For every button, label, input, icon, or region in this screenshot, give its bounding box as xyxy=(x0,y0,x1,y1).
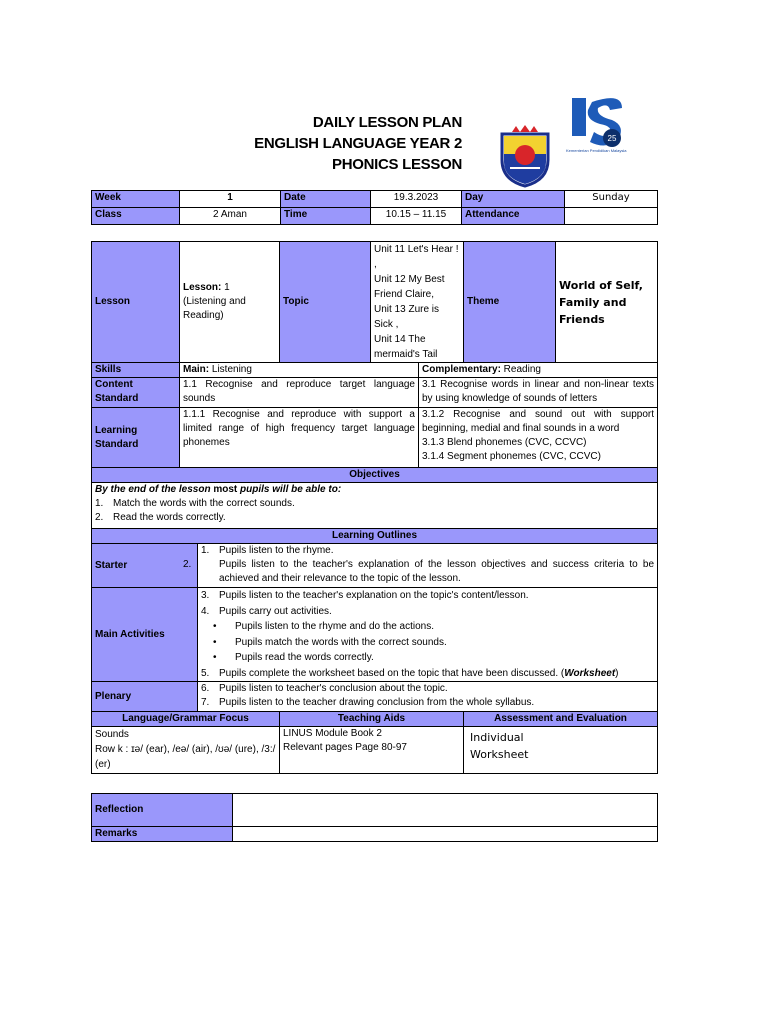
learning-standard-label: Learning Standard xyxy=(92,408,180,468)
learning-standard-item: 3.1.4 Segment phonemes (CVC, CCVC) xyxy=(422,451,601,462)
objective-item: 2. Read the words correctly. xyxy=(95,512,226,523)
remarks-label: Remarks xyxy=(92,827,233,842)
teaching-aids-header: Teaching Aids xyxy=(280,712,464,727)
skills-main xyxy=(180,363,419,378)
learning-standard-main: 1.1.1 Recognise and reproduce with support a limited range of high frequency target language phonemes xyxy=(180,408,419,468)
objectives-intro-b: most xyxy=(210,484,241,495)
topic-line: Unit 13 Zure is Sick , xyxy=(374,304,440,330)
attendance-label: Attendance xyxy=(462,208,565,225)
learning-standard-item: 3.1.2 Recognise and sound out with support beginning, medial and final sounds in a word xyxy=(422,409,655,434)
attendance-value xyxy=(565,208,658,225)
skills-comp-value: Reading xyxy=(500,364,541,375)
plenary-item: 6. Pupils listen to teacher's conclusion about the topic. xyxy=(201,683,448,694)
language-focus-header: Language/Grammar Focus xyxy=(92,712,280,727)
plenary-label: Plenary xyxy=(92,682,198,712)
starter-item: 2. Pupils listen to the teacher's explanation of the lesson objectives and success criteria to be achieved and their relevance to the topic of the lesson. xyxy=(183,559,655,584)
remarks-value[interactable] xyxy=(233,827,658,842)
assessment-body xyxy=(464,727,658,774)
plenary-body xyxy=(198,682,658,712)
objectives-body xyxy=(92,483,658,529)
topic-label: Topic xyxy=(280,242,371,363)
objectives-header: Objectives xyxy=(92,468,658,483)
language-focus-body xyxy=(92,727,280,774)
plenary-item: 7. Pupils listen to the teacher drawing conclusion from the whole syllabus. xyxy=(201,697,535,708)
content-standard-label: Content Standard xyxy=(92,378,180,408)
language-focus-line: Row k : ɪə/ (ear), /eə/ (air), /ʊə/ (ure), /3:/ (er) xyxy=(95,744,276,770)
objectives-intro-a: By the end of the lesson xyxy=(95,484,211,495)
school-crest-icon xyxy=(494,124,556,188)
lesson-value xyxy=(180,242,280,363)
starter-item: 1. Pupils listen to the rhyme. xyxy=(201,545,334,556)
learning-standard-comp xyxy=(419,408,658,468)
week-value: 1 xyxy=(180,191,281,208)
lesson-label: Lesson xyxy=(92,242,180,363)
title-line-1: DAILY LESSON PLAN xyxy=(312,114,462,131)
learning-outlines-header: Learning Outlines xyxy=(92,529,658,544)
main-activities-label: Main Activities xyxy=(92,588,198,682)
skills-main-value: Listening xyxy=(209,364,252,375)
main-activity-item: 5. Pupils complete the worksheet based on the topic that have been discussed. (Worksheet) xyxy=(201,667,619,679)
skills-label: Skills xyxy=(92,363,180,378)
content-standard-comp: 3.1 Recognise words in linear and non-linear texts by using knowledge of sounds of letters xyxy=(419,378,658,408)
ministry-logo-icon xyxy=(566,92,628,150)
main-activities-body xyxy=(198,588,658,682)
activity-bullet: • Pupils match the words with the correct sounds. xyxy=(201,635,654,651)
topic-line: Unit 14 The mermaid's Tail xyxy=(374,334,438,360)
starter-label: Starter xyxy=(92,544,198,588)
reflection-table xyxy=(91,793,658,842)
reflection-value[interactable] xyxy=(233,794,658,827)
header-table xyxy=(91,190,658,225)
activity-bullet: • Pupils listen to the rhyme and do the actions. xyxy=(201,619,654,635)
class-value: 2 Aman xyxy=(180,208,281,225)
skills-comp xyxy=(419,363,658,378)
time-value: 10.15 – 11.15 xyxy=(371,208,462,225)
objectives-intro-c: pupils will be able to: xyxy=(240,484,342,495)
title-line-2: ENGLISH LANGUAGE YEAR 2 xyxy=(254,135,462,152)
svg-text:25: 25 xyxy=(607,134,617,143)
lesson-prefix: Lesson: xyxy=(183,282,222,293)
lesson-number: 1 xyxy=(221,282,230,293)
content-standard-main: 1.1 Recognise and reproduce target language sounds xyxy=(180,378,419,408)
lesson-table xyxy=(91,241,658,774)
title-line-3: PHONICS LESSON xyxy=(332,156,462,173)
date-value: 19.3.2023 xyxy=(371,191,462,208)
topic-value xyxy=(371,242,464,363)
lesson-desc: (Listening and Reading) xyxy=(183,296,246,321)
starter-body xyxy=(183,544,658,588)
language-focus-line: Sounds xyxy=(95,729,129,740)
time-label: Time xyxy=(281,208,371,225)
objective-item: 1. Match the words with the correct sounds. xyxy=(95,498,295,509)
theme-value: World of Self, Family and Friends xyxy=(556,242,658,363)
topic-line: Unit 11 Let's Hear ! , xyxy=(374,244,459,270)
worksheet-emphasis: Worksheet xyxy=(564,667,616,679)
main-activity-item: 4. Pupils carry out activities. xyxy=(201,605,332,617)
page-title xyxy=(250,112,462,175)
objectives-intro xyxy=(95,483,654,497)
teaching-aid-line: LINUS Module Book 2 xyxy=(283,728,382,739)
date-label: Date xyxy=(281,191,371,208)
reflection-label: Reflection xyxy=(92,794,233,827)
logo-caption: Kementerian Pendidikan Malaysia xyxy=(566,148,627,153)
day-value: Sunday xyxy=(565,191,658,208)
teaching-aid-line: Relevant pages Page 80-97 xyxy=(283,742,407,753)
skills-main-prefix: Main: xyxy=(183,364,210,375)
theme-label: Theme xyxy=(464,242,556,363)
main-activity-item: 3. Pupils listen to the teacher's explanation on the topic's content/lesson. xyxy=(201,590,529,601)
week-label: Week xyxy=(92,191,180,208)
skills-comp-prefix: Complementary: xyxy=(422,364,501,375)
day-label: Day xyxy=(462,191,565,208)
topic-line: Unit 12 My Best Friend Claire, xyxy=(374,274,445,300)
activity-bullet: • Pupils read the words correctly. xyxy=(201,650,654,666)
assessment-value: Individual Worksheet xyxy=(470,731,529,761)
assessment-header: Assessment and Evaluation xyxy=(464,712,658,727)
learning-standard-item: 3.1.3 Blend phonemes (CVC, CCVC) xyxy=(422,437,587,448)
teaching-aids-body xyxy=(280,727,464,774)
class-label: Class xyxy=(92,208,180,225)
